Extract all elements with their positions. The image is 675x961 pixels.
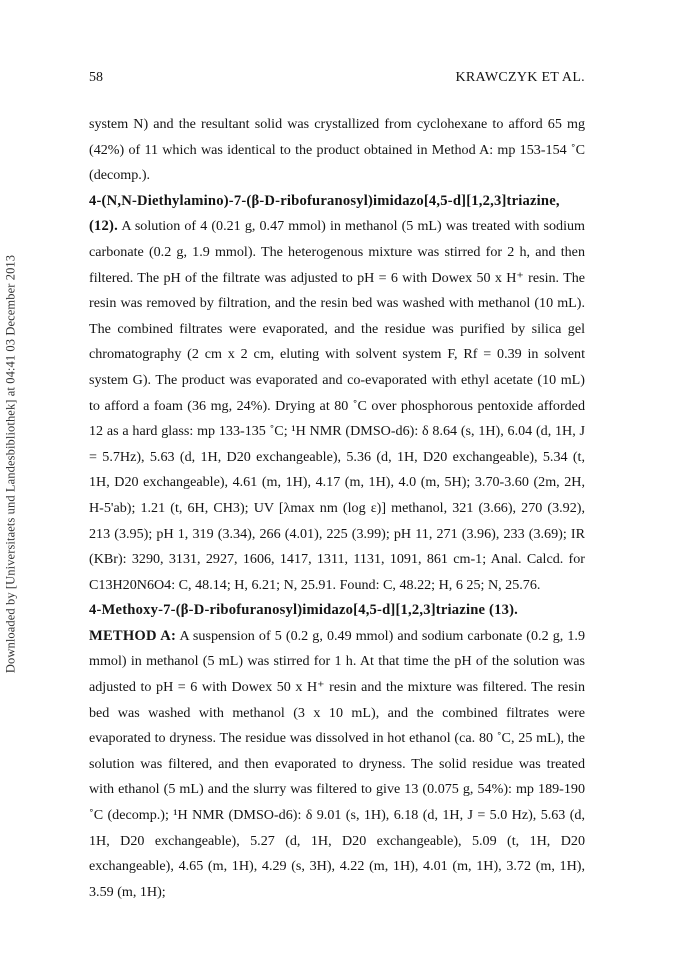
page-header [89, 70, 585, 90]
compound-13-heading: 4-Methoxy-7-(β-D-ribofuranosyl)imidazo[4,5-d][1,2,3]triazine (13). [89, 602, 519, 619]
method-a-label: METHOD A: [89, 627, 177, 644]
article-body [89, 112, 585, 905]
page-number: 58 [89, 70, 103, 85]
compound-12-section [89, 189, 585, 599]
running-head: KRAWCZYK ET AL. [455, 70, 585, 85]
download-watermark [1, 164, 21, 764]
compound-13-section [89, 624, 585, 906]
compound-13-procedure: A suspension of 5 (0.2 g, 0.49 mmol) and sodium carbonate (0.2 g, 1.9 mmol) in methanol (5 mL) was stirred for 1 h. At that time the pH of the solution was adjusted to pH = 6 with Dowex 50 x H⁺ resin and the mixture was filtered. The resin bed was washed with methanol (3 x 10 mL), and the combined filtrates were evaporated to dryness. The residue was dissolved in hot ethanol (ca. 80 ˚C, 25 mL), the solution was filtered, and then evaporated to dryness. The solid residue was treated with ethanol (5 mL) and the slurry was filtered to give 13 (0.075 g, 54%): mp 189-190 ˚C (decomp.); ¹H NMR (DMSO-d6): δ 9.01 (s, 1H), 6.18 (d, 1H, J = 5.0 Hz), 5.63 (d, 1H, D20 exchangeable), 5.27 (d, 1H, D20 exchangeable), 5.09 (t, 1H, D20 exchangeable), 4.65 (m, 1H), 4.29 (s, 3H), 4.22 (m, 1H), 4.01 (m, 1H), 3.72 (m, 1H), 3.59 (m, 1H); [89, 627, 585, 900]
compound-12-heading: 4-(N,N-Diethylamino)-7-(β-D-ribofuranosyl)imidazo[4,5-d][1,2,3]triazine, (12). [89, 192, 560, 235]
compound-12-procedure: A solution of 4 (0.21 g, 0.47 mmol) in methanol (5 mL) was treated with sodium carbonate (0.2 g, 1.9 mmol). The heterogenous mixture was stirred for 2 h, and then filtered. The pH of the filtrate was adjusted to pH = 6 with Dowex 50 x H⁺ resin. The resin was removed by filtration, and the resin bed was washed with methanol (10 mL). The combined filtrates were evaporated, and the residue was purified by silica gel chromatography (2 cm x 2 cm, eluting with solvent system F, Rf = 0.39 in solvent system G). The product was evaporated and co-evaporated with ethyl acetate (10 mL) to afford a foam (36 mg, 24%). Drying at 80 ˚C over phosphorous pentoxide afforded 12 as a hard glass: mp 133-135 ˚C; ¹H NMR (DMSO-d6): δ 8.64 (s, 1H), 6.04 (d, 1H, J = 5.7Hz), 5.63 (d, 1H, D20 exchangeable), 5.36 (d, 1H, D20 exchangeable), 5.34 (t, 1H, D20 exchangeable), 4.61 (m, 1H), 4.17 (m, 1H), 4.0 (m, 5H); 3.70-3.60 (2m, 2H, H-5'ab); 1.21 (t, 6H, CH3); UV [λmax nm (log ε)] methanol, 321 (3.66), 270 (3.92), 213 (3.95); pH 1, 319 (3.34), 266 (4.01), 225 (3.99); pH 11, 271 (3.96), 233 (3.69); IR (KBr): 3290, 3131, 2927, 1606, 1417, 1311, 1131, 1091, 861 cm-1; Anal. Calcd. for C13H20N6O4: C, 48.14; H, 6.21; N, 25.91. Found: C, 48.22; H, 6 25; N, 25.76. [89, 218, 585, 593]
download-notice-text: Downloaded by [Universitaets und Landesbibliothek] at 04:41 03 December 2013 [3, 254, 18, 674]
paragraph-continuation: system N) and the resultant solid was crystallized from cyclohexane to afford 65 mg (42%) of 11 which was identical to the product obtained in Method A: mp 153-154 ˚C (decomp.). [89, 116, 585, 184]
